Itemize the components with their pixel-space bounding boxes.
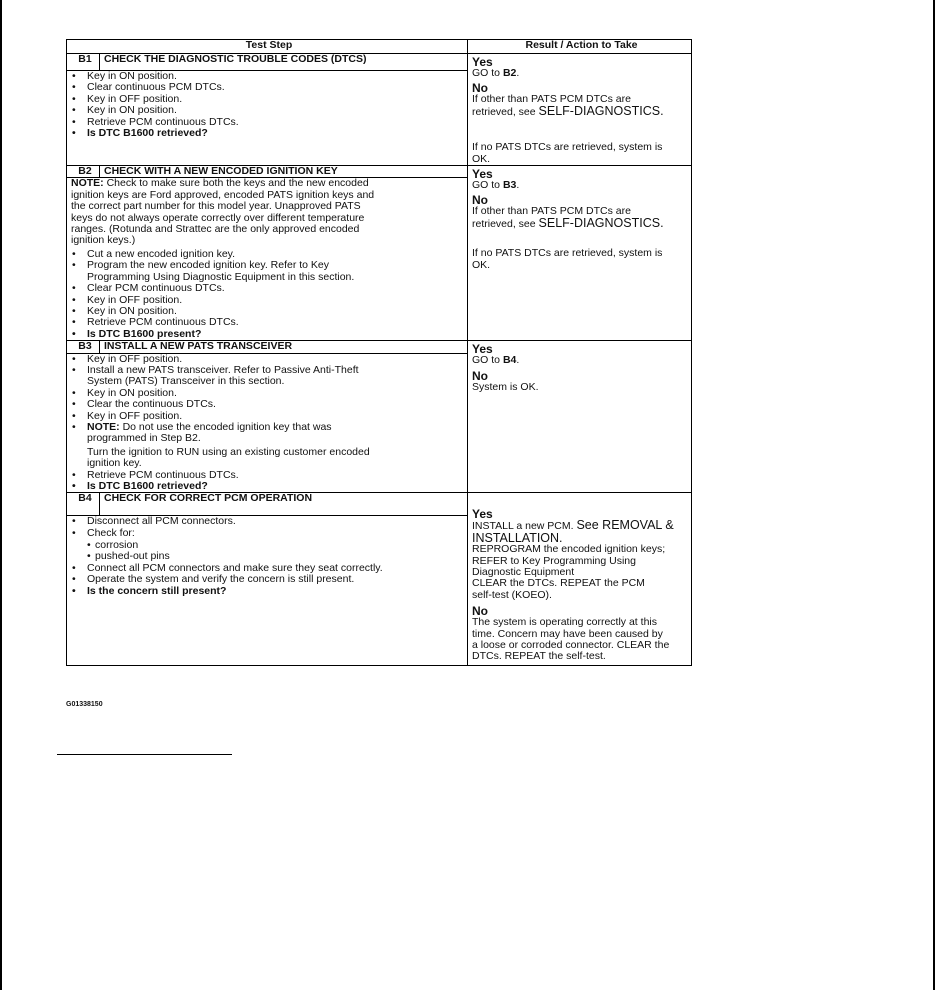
result-cell	[468, 493, 692, 665]
step-item: • Program the new encoded ignition key. Refer to Key Programming Using Diagnostic Equipment in this section.	[71, 260, 377, 283]
no-label: No	[472, 368, 488, 383]
yes-action-line: self-test (KOEO).	[472, 588, 552, 601]
step-item: • Retrieve PCM continuous DTCs.	[71, 470, 467, 481]
no-action-line: DTCs. REPEAT the self-test.	[472, 650, 606, 663]
step-note: • NOTE: Do not use the encoded ignition key that was programmed in Step B2.	[71, 422, 362, 445]
step-question: • Is DTC B1600 retrieved?	[71, 481, 467, 492]
no-label: No	[472, 604, 488, 619]
note-text: NOTE: Check to make sure both the keys and the new encoded ignition keys are Ford approved, encoded PATS ignition keys and the correct part number for this model year. Unapproved PATS keys do not always operate correctly over different temperature ranges. (Rotunda and Strattec are the only approved encoded ignition keys.)	[71, 177, 375, 247]
step-id: B1	[67, 54, 100, 71]
step-item: • Clear the continuous DTCs.	[71, 399, 467, 410]
step-item: • Clear continuous PCM DTCs.	[71, 82, 467, 93]
step-id: B3	[67, 341, 100, 353]
no-action-line: If other than PATS PCM DTCs are	[472, 205, 631, 218]
step-item: • Operate the system and verify the concern is still present.	[71, 574, 467, 585]
no-label: No	[472, 193, 488, 208]
step-title-row	[67, 54, 692, 71]
diagnostic-table	[66, 39, 692, 666]
step-item: • Retrieve PCM continuous DTCs.	[71, 317, 467, 328]
no-action-line: If other than PATS PCM DTCs are	[472, 93, 631, 106]
no-action-line: If no PATS DTCs are retrieved, system is	[472, 247, 663, 260]
yes-label: Yes	[472, 342, 493, 357]
header-test-step: Test Step	[67, 40, 468, 54]
no-action-line: OK.	[472, 152, 491, 165]
yes-label: Yes	[472, 55, 493, 69]
result-cell	[468, 166, 692, 341]
turn-ignition-text: Turn the ignition to RUN using an existing customer encoded ignition key.	[87, 445, 370, 470]
step-title-row	[67, 493, 692, 516]
step-item: • Install a new PATS transceiver. Refer to Passive Anti-Theft System (PATS) Transceiver in this section.	[71, 365, 387, 388]
step-item: • Check for: • corrosion • pushed-out pins	[71, 528, 467, 563]
step-list	[71, 354, 467, 445]
check-sublist	[87, 540, 467, 563]
yes-label: Yes	[472, 507, 493, 522]
step-list	[71, 516, 467, 597]
step-id: B2	[67, 166, 100, 178]
step-item: • Key in OFF position.	[71, 295, 467, 306]
yes-action-line: REPROGRAM the encoded ignition keys;	[472, 543, 666, 556]
no-action-line: OK.	[472, 258, 491, 271]
yes-action-line: Diagnostic Equipment	[472, 566, 575, 579]
step-title-row	[67, 341, 692, 353]
step-title-row	[67, 166, 692, 178]
step-item: • Key in OFF position.	[71, 94, 467, 105]
yes-action-line: REFER to Key Programming Using	[472, 554, 636, 567]
step-item: • Key in OFF position.	[71, 411, 467, 422]
no-action-line: retrieved, see SELF-DIAGNOSTICS.	[472, 215, 664, 230]
figure-code: G01338150	[66, 701, 103, 708]
no-action-line: a loose or corroded connector. CLEAR the	[472, 639, 670, 652]
result-cell	[468, 341, 692, 493]
step-item: • Key in ON position.	[71, 388, 467, 399]
no-label: No	[472, 81, 488, 96]
no-action-line: System is OK.	[472, 380, 539, 393]
yes-action-line: CLEAR the DTCs. REPEAT the PCM	[472, 577, 645, 590]
left-page-edge	[0, 0, 2, 990]
step-body	[67, 70, 468, 165]
step-question: • Is the concern still present?	[71, 586, 467, 597]
step-list	[71, 249, 467, 340]
step-body	[67, 178, 468, 341]
sub-item: • corrosion	[87, 540, 467, 551]
step-title: CHECK WITH A NEW ENCODED IGNITION KEY	[100, 166, 468, 178]
header-result: Result / Action to Take	[468, 40, 692, 54]
no-action-line: retrieved, see SELF-DIAGNOSTICS.	[472, 103, 664, 118]
step-item: • Disconnect all PCM connectors.	[71, 516, 467, 527]
footnote-rule	[57, 754, 232, 755]
yes-action: GO to B2.	[472, 67, 520, 79]
step-body	[67, 516, 468, 666]
result-cell	[468, 54, 692, 166]
step-question: • Is DTC B1600 present?	[71, 329, 467, 340]
step-item: • Connect all PCM connectors and make sure they seat correctly.	[71, 563, 467, 574]
sub-item: • pushed-out pins	[87, 551, 467, 562]
yes-action: GO to B4.	[472, 354, 520, 367]
step-item: • Key in ON position.	[71, 71, 467, 82]
step-item: • Key in OFF position.	[71, 354, 467, 365]
step-question: • Is DTC B1600 retrieved?	[71, 128, 467, 139]
step-body	[67, 353, 468, 493]
step-list	[71, 71, 467, 139]
yes-action: GO to B3.	[472, 179, 520, 192]
step-item: • Retrieve PCM continuous DTCs.	[71, 117, 467, 128]
step-item: • Clear PCM continuous DTCs.	[71, 283, 467, 294]
step-item: • Key in ON position.	[71, 306, 467, 317]
no-action-line: time. Concern may have been caused by	[472, 627, 663, 640]
step-title: CHECK FOR CORRECT PCM OPERATION	[100, 493, 468, 516]
step-list	[71, 470, 467, 493]
step-item: • Key in ON position.	[71, 105, 467, 116]
yes-action: INSTALL a new PCM. See REMOVAL &	[472, 518, 674, 533]
table-header-row	[67, 40, 692, 54]
step-title: INSTALL A NEW PATS TRANSCEIVER	[100, 341, 468, 353]
no-action-line: The system is operating correctly at this	[472, 616, 657, 629]
yes-action-line: INSTALLATION.	[472, 530, 563, 545]
step-title: CHECK THE DIAGNOSTIC TROUBLE CODES (DTCS)	[100, 54, 468, 71]
yes-label: Yes	[472, 167, 493, 182]
step-item: • Cut a new encoded ignition key.	[71, 249, 467, 260]
step-id: B4	[67, 493, 100, 516]
no-action-line: If no PATS DTCs are retrieved, system is	[472, 141, 663, 154]
